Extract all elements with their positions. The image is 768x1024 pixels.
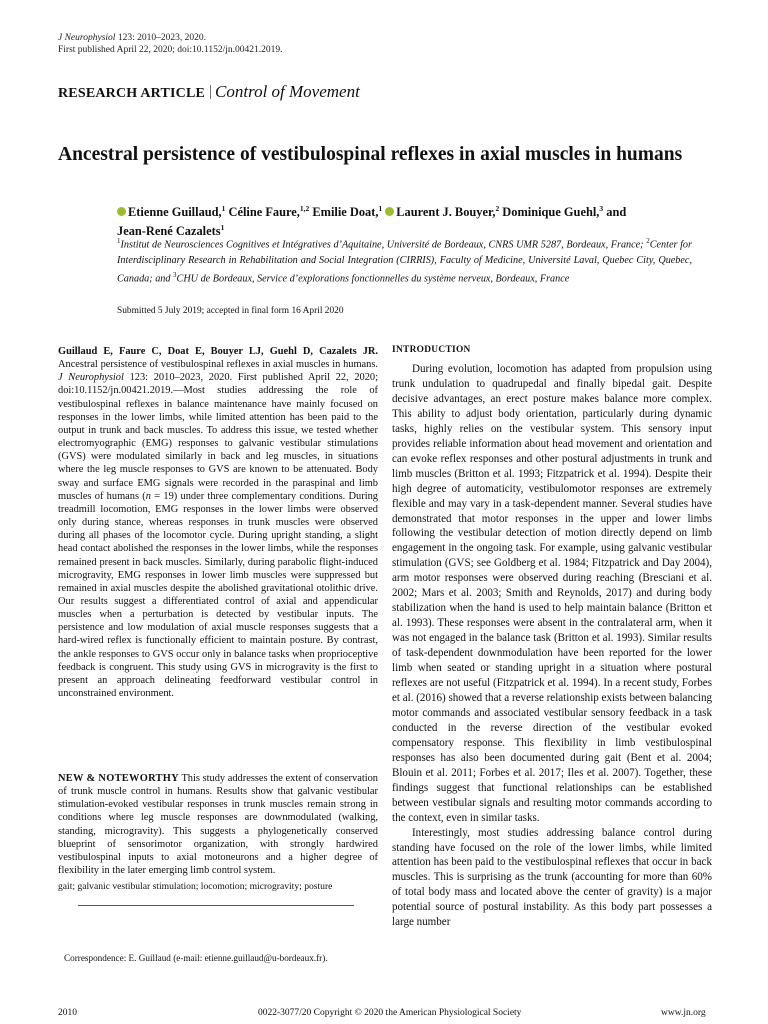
abstract-citation-title: Ancestral persistence of vestibulospinal reflexes in axial muscles in humans.: [58, 359, 378, 371]
affiliation-3: CHU de Bordeaux, Service d’explorations fonctionnelles du système nerveux, Bordeaux, France: [176, 273, 570, 285]
author-name: Emilie Doat,: [312, 205, 379, 220]
author-conjunction: and: [606, 205, 627, 220]
journal-volume: 123: 2010–2023, 2020.: [115, 33, 206, 43]
article-section-label: [58, 83, 360, 103]
abstract-body: Most studies addressing the role of vestibulospinal reflexes in balance maintenance have mainly focused on responses in the lower limbs, while limited attention has been paid to the output in trunk and back muscles. To address this issue, we tested whether electromyographic (EMG) responses to galvanic vestibular stimulations (GVS) were modulated similarly in back and leg muscles, in situations where the leg muscle responses to GVS are known to be attenuated. Body sway and surface EMG signals were recorded in the paraspinal and limb muscles of humans (: [58, 385, 378, 502]
abstract-body-cont: = 19) under three complementary conditions. During treadmill locomotion, EMG responses in the lower limbs were observed only during stance, whereas responses in trunk muscles were observed during all phases of the locomotor cycle. During upright standing, a slight head contact abolished the responses in the lower limbs, while the responses remained present in back muscles. Similarly, during parabolic flight-induced microgravity, EMG responses in lower limb muscles were suppressed but remained in axial muscles despite the abolished gravitational otolithic drive. Our results suggest a differentiated control of axial and appendicular muscles when a perturbation is detected by vestibular inputs. The persistence and low modulation of axial muscle responses suggests that a hard-wired reflex is functionally efficient to maintain posture. By contrast, the ankle responses to GVS occur only in balance tasks when proprioceptive feedback is congruent. This study using GVS in microgravity is the first to present an approach delineating feedforward vestibular control in unconstrained environment.: [58, 490, 378, 700]
introduction-paragraph-1: During evolution, locomotion has adapted from propulsion using trunk undulation to quadrupedal and finally bipedal gait. Despite decisive advantages, an erect posture makes balance more complex. This ability to adjust body orientation, particularly during dynamic tasks, highly relies on the vestibular system. This sensory input provides reliable information about head movement and orientation and can evoke reflex responses and other postural adjustments in trunk and limb muscles (Britton et al. 1993; Fitzpatrick et al. 1994). Despite their high degree of automaticity, vestibulomotor responses are extremely flexible and may vary in a task-dependent manner. Several studies have demonstrated that motor responses in the upper and lower limbs following the vestibular detection of motion directly depend on limb engagement in the ongoing task. For example, using galvanic vestibular stimulation (GVS; see Goldberg et al. 1984; Fitzpatrick and Day 2004), arm motor responses were observed during reaching (Bresciani et al. 2002; Mars et al. 2003; Smith and Reynolds, 2017) and during body stabilization when the hand is used to help maintain balance (Britton et al. 1993). These responses were absent in the contralateral arm, when it was not engaged in the balance task (Britton et al. 1993). Similar results of task-dependent downmodulation have been reported for the lower limb when seated or standing upright in a situation where postural reflexes are not useful (Fitzpatrick et al. 1994). In a recent study, Forbes et al. (2016) showed that a reverse relationship exists between balancing motor commands and associated vestibular sensory feedback in a task conducted in the reverse direction of the vestibular evoked compensatory response. This flexibility in limb vestibulospinal responses has also been documented during gait (Bent et al. 2004; Blouin et al. 2011; Forbes et al. 2017; Iles et al. 2007). Together, these findings suggest that functional relationships can be established between vestibular signals and resulting motor commands according to the context, even in similar tasks.: [392, 363, 712, 824]
author-affil-sup: 2: [495, 204, 500, 213]
article-title: Ancestral persistence of vestibulospinal reflexes in axial muscles in humans: [58, 144, 683, 165]
journal-website-link[interactable]: www.jn.org: [661, 1008, 706, 1018]
abstract-citation-journal: J Neurophysiol: [58, 372, 124, 384]
new-noteworthy-heading: NEW & NOTEWORTHY: [58, 773, 179, 784]
journal-citation-line: [58, 32, 283, 44]
affiliation-1: Institut de Neurosciences Cognitives et Intégratives d’Aquitaine, Université de Bordeaux, CNRS UMR 5287, Bordeaux, France;: [120, 239, 647, 251]
introduction-body: [392, 362, 712, 930]
author-affil-sup: 1: [221, 204, 226, 213]
submission-dates: Submitted 5 July 2019; accepted in final form 16 April 2020: [117, 306, 344, 316]
copyright-notice: 0022-3077/20 Copyright © 2020 the American Physiological Society: [258, 1008, 522, 1018]
abstract: [58, 345, 378, 700]
article-type: RESEARCH ARTICLE: [58, 86, 206, 101]
author-affil-sup: 1: [378, 204, 383, 213]
affiliations: $^1$Institut de Neurosciences Cognitives et Intégratives d’Aquitaine, Université de Bordeaux, CNRS UMR 5287, Bordeaux, France; $^2$Center for Interdisciplinary Research in Rehabilitation and Social Integration (CIRRIS), Faculty of Medicine, Université Laval, Quebec City, Quebec, Canada; and $^3$CHU de Bordeaux, Service d’explorations fonctionnelles du système nerveux, Bordeaux, France: [117, 237, 692, 285]
page-number: 2010: [58, 1008, 77, 1018]
author-name: Dominique Guehl,: [502, 205, 600, 220]
abstract-n-symbol: n: [145, 490, 151, 502]
footnote-divider: [78, 905, 354, 906]
author-affil-sup: 1: [220, 223, 225, 233]
journal-published-line: First published April 22, 2020; doi:10.1152/jn.00421.2019.: [58, 45, 283, 55]
new-noteworthy-body: This study addresses the extent of conservation of trunk muscle control in humans. Results show that galvanic vestibular stimulation-evoked vestibular responses in trunk muscles remain strong in conditions where leg muscle responses are downmodulated (walking, standing, microgravity). This suggests a phylogenetically conserved blueprint of sensorimotor organization, with strongly hardwired vestibulospinal inputs to axial motoneurons and a higher degree of flexibility in the later emerging limb control system.: [58, 773, 378, 877]
keywords: gait; galvanic vestibular stimulation; locomotion; microgravity; posture: [58, 881, 333, 892]
introduction-paragraph-2: Interestingly, most studies addressing balance control during standing have focused on the role of the lower limbs, while limited attention has been paid to the vestibulospinal reflexes that occur in back muscles. This is surprising as the trunk (accounting for more than 60% of total body mass and located above the center of gravity) is a major potential source of postural instability. As this body part possesses a large number: [392, 826, 712, 929]
affiliation-2: Center for Interdisciplinary Research in Rehabilitation and Social Integration (CIRRIS), Faculty of Medicine, Université Laval, Quebec City, Quebec, Canada; and: [117, 239, 692, 285]
orcid-icon[interactable]: [117, 207, 126, 216]
journal-name: J Neurophysiol: [58, 33, 116, 43]
new-noteworthy: [58, 772, 378, 877]
author-name: Laurent J. Bouyer,: [396, 205, 496, 220]
author-name: Etienne Guillaud,: [128, 205, 222, 220]
journal-header: [58, 32, 283, 56]
author-affil-sup: 1,2: [299, 204, 310, 213]
abstract-citation-rest: 123: 2010–2023, 2020. First published April 22, 2020; doi:10.1152/jn.00421.2019.—: [58, 372, 378, 397]
author-affil-sup: 3: [599, 204, 604, 213]
introduction-heading: INTRODUCTION: [392, 345, 471, 355]
section-separator: [210, 85, 211, 99]
article-category: Control of Movement: [215, 82, 360, 101]
abstract-citation-authors: Guillaud E, Faure C, Doat E, Bouyer LJ, Guehl D, Cazalets JR.: [58, 346, 378, 357]
orcid-icon[interactable]: [385, 207, 394, 216]
correspondence: Correspondence: E. Guillaud (e-mail: etienne.guillaud@u-bordeaux.fr).: [64, 953, 328, 963]
author-name: Céline Faure,: [228, 205, 300, 220]
author-name: Jean-René Cazalets: [117, 224, 221, 239]
